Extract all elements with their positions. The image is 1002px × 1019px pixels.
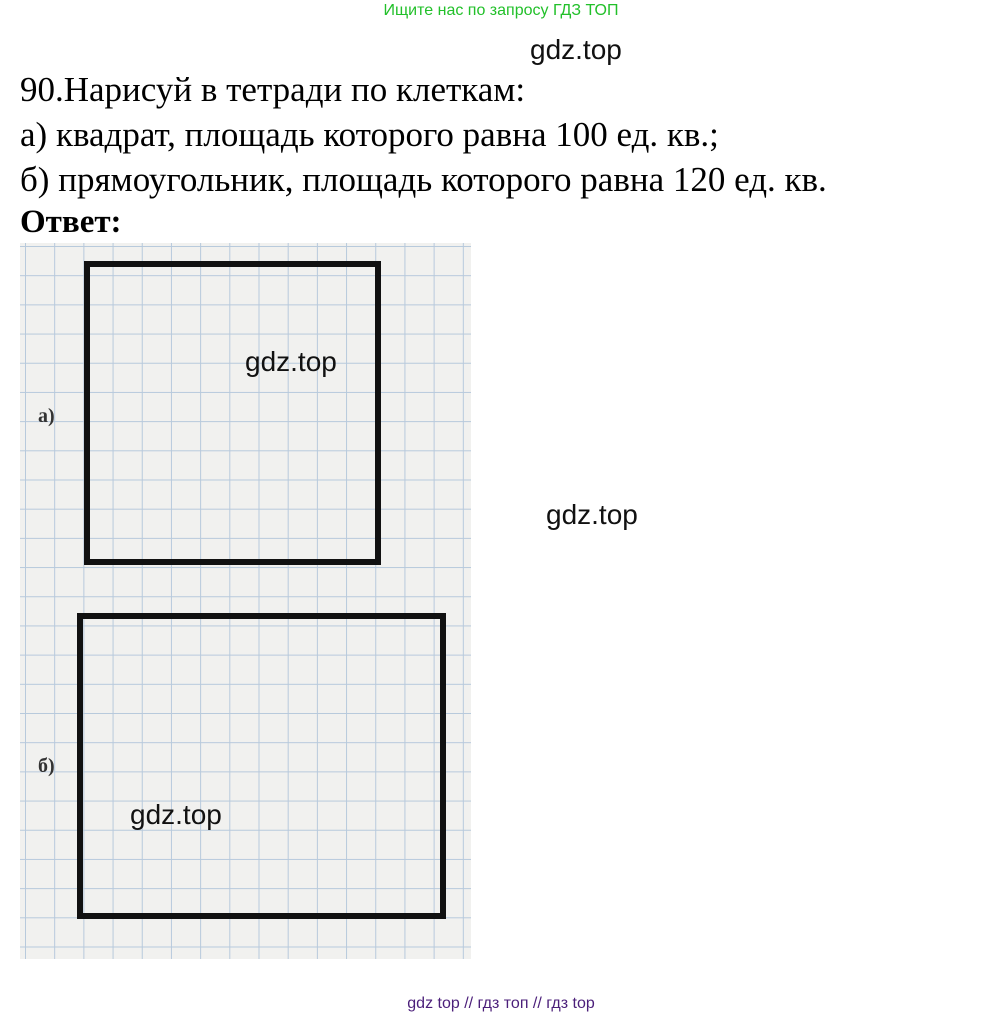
answer-label: Ответ: (20, 204, 122, 240)
task-item-b: б) прямоугольник, площадь которого равна 120 ед. кв. (20, 160, 827, 199)
footer-links: gdz top // гдз топ // гдз top (407, 995, 595, 1012)
top-banner: Ищите нас по запросу ГДЗ ТОП (383, 2, 619, 19)
task-title: 90.Нарисуй в тетради по клеткам: (20, 70, 526, 109)
watermark-grid-lower: gdz.top (130, 799, 222, 830)
watermark-right: gdz.top (546, 499, 638, 530)
watermark-grid-upper: gdz.top (245, 346, 337, 377)
rectangle-figure (77, 613, 446, 919)
square-figure (84, 261, 381, 565)
task-item-a: а) квадрат, площадь которого равна 100 ед. кв.; (20, 115, 719, 154)
watermark-top: gdz.top (530, 34, 622, 65)
figure-a-label: а) (38, 405, 55, 427)
figure-b-label: б) (38, 755, 55, 777)
